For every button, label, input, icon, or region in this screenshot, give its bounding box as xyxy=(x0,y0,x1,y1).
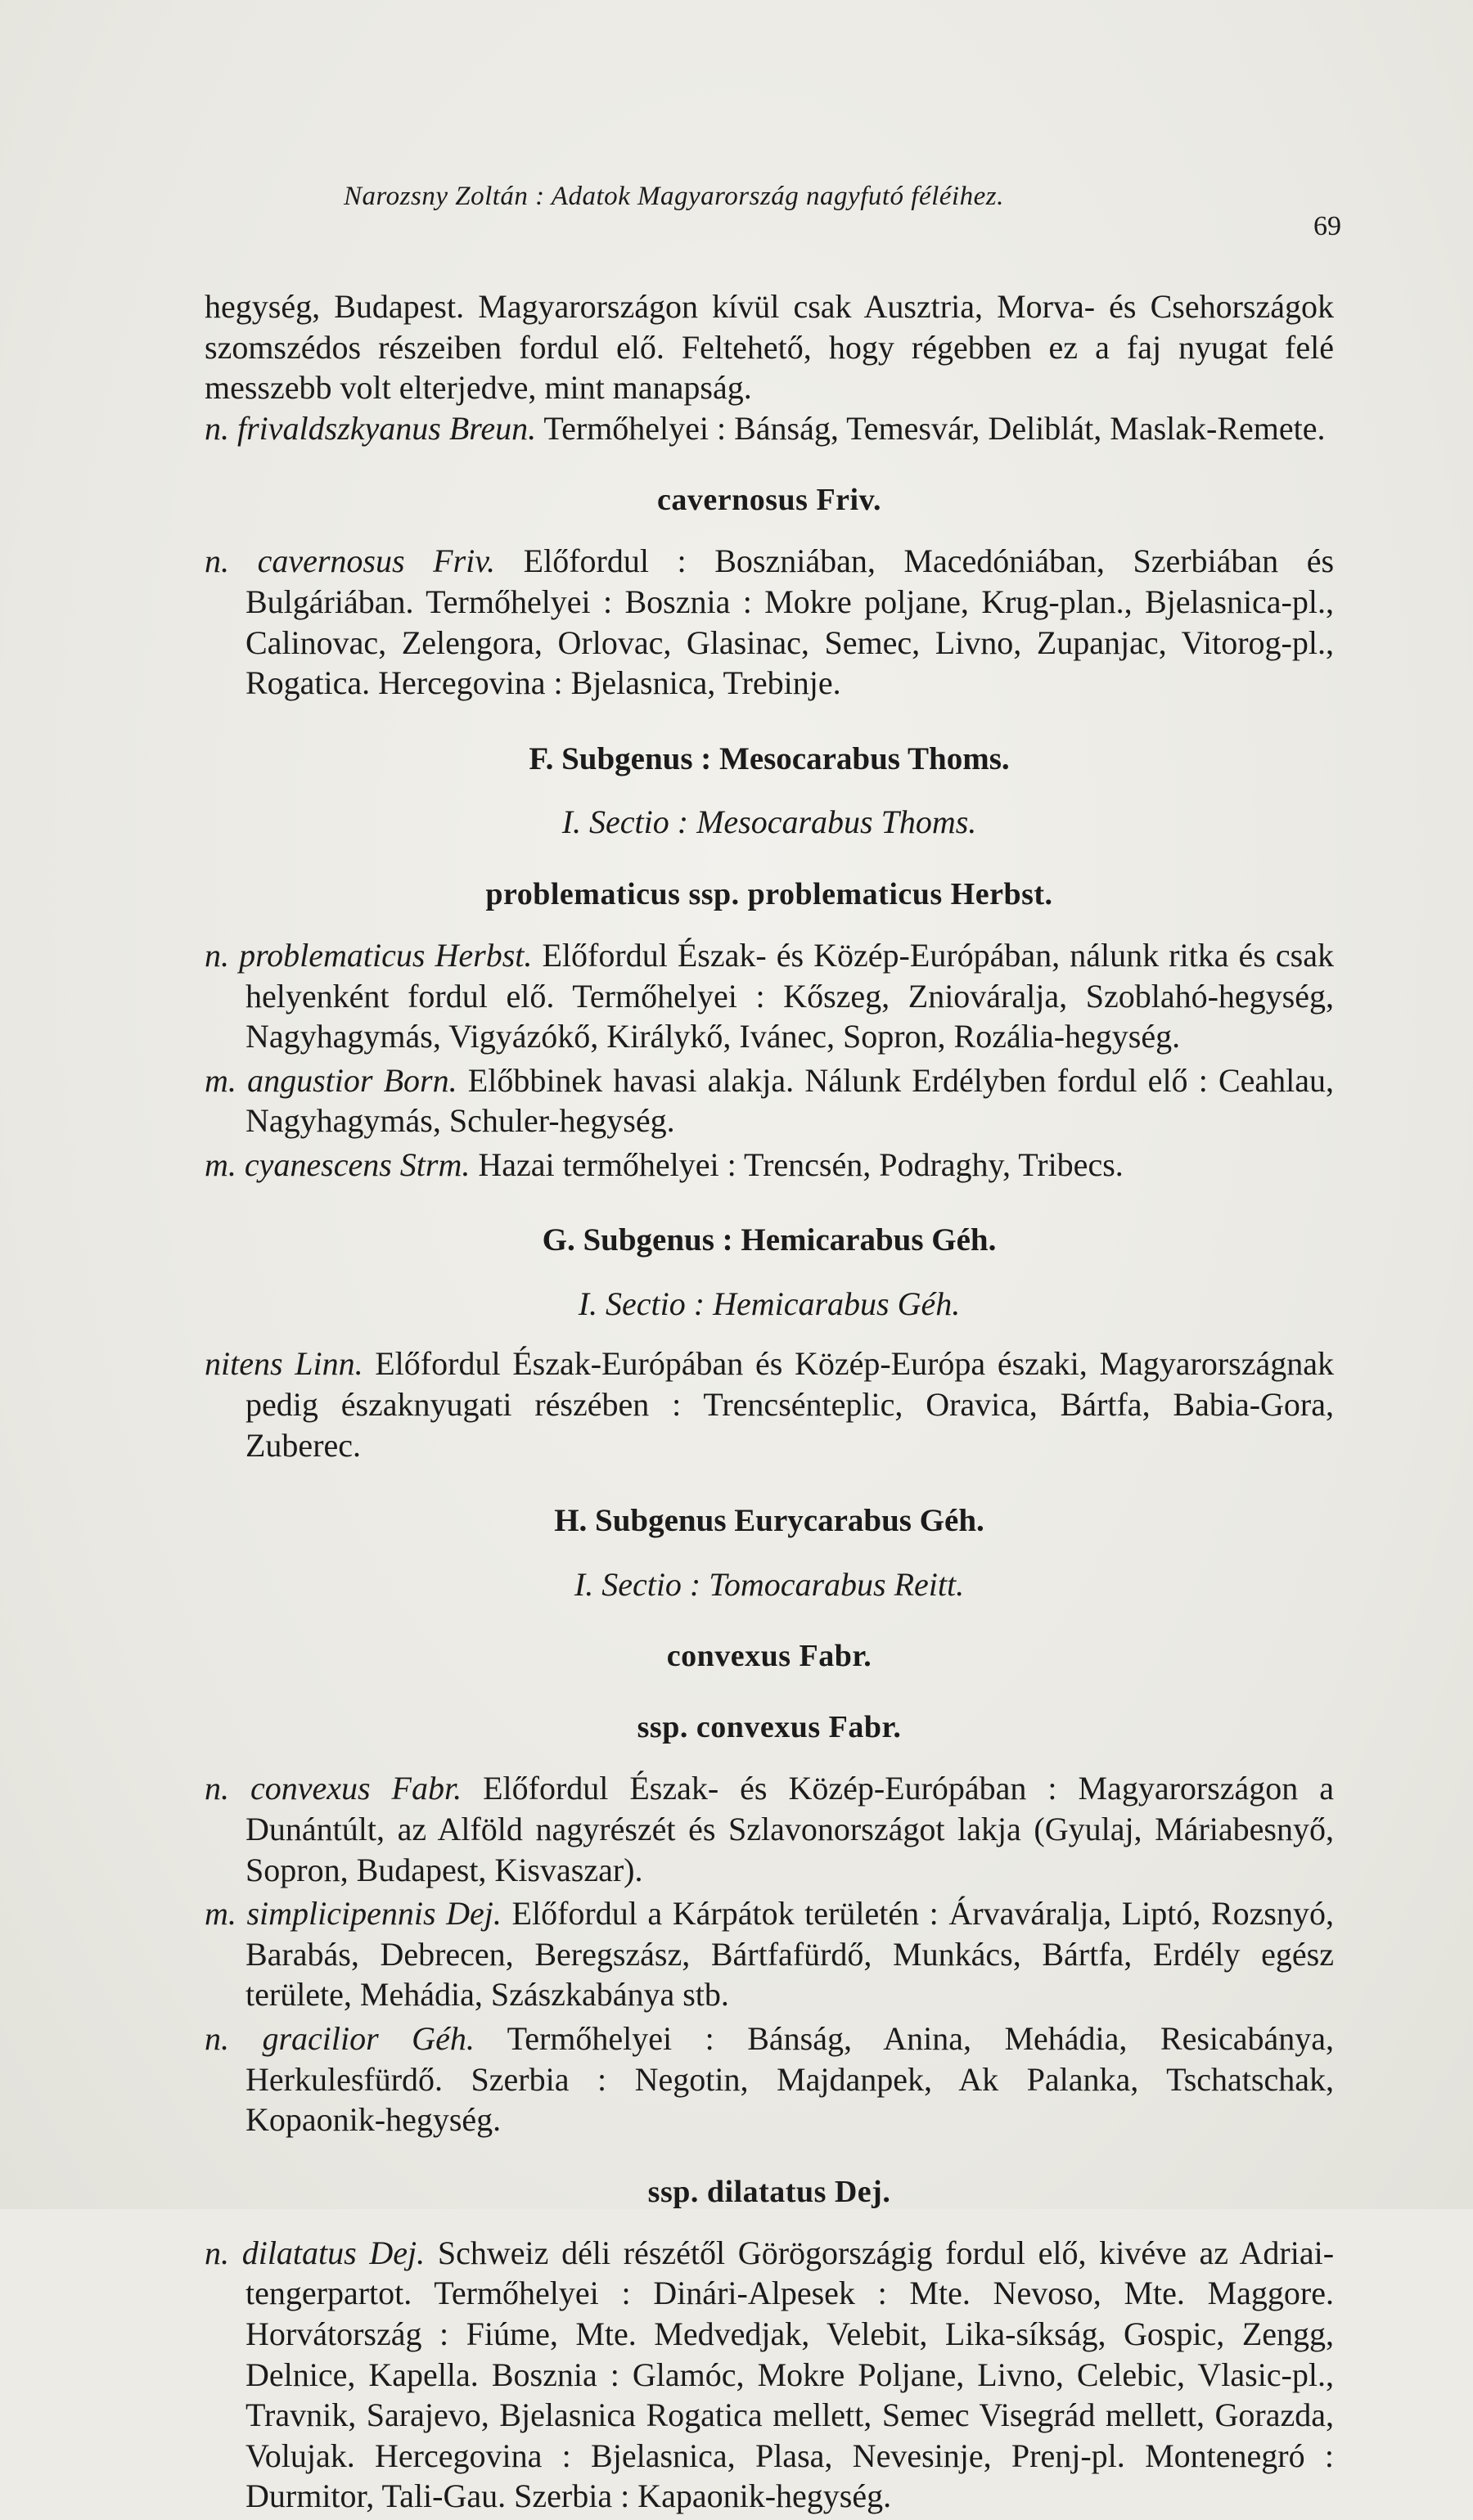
running-header: Narozsny Zoltán : Adatok Magyarország nagyfutó féléihez. xyxy=(344,182,1004,211)
entry-prefix: n. xyxy=(205,409,229,447)
sectio-heading: I. Sectio : Hemicarabus Géh. xyxy=(578,1285,961,1322)
entry-text: Schweiz déli részétől Görögországig fordul elő, kivéve az Adriai-tengerpartot. Termőhelyei : Dinári-Alpesek : Mte. Nevoso, Mte. Maggore. Horvátország : Fiúme, Mte. Medvedjak, Velebit, Lika-síkság, Gospic, Zengg, Delnice, Kapella. Bosznia : Glamóc, Mokre Poljane, Livno, Celebic, Vlasic-pl., Travnik, Sarajevo, Bjelasnica Rogatica mellett, Semec Visegrád mellett, Gorazda, Volujak. Hercegovina : Bjelasnica, Plasa, Nevesinje, Prenj-pl. Montenegró : Durmitor, Tali-Gau. Szerbia : Kapaonik-hegység. xyxy=(246,2234,1335,2515)
subgenus-heading: H. Subgenus Eurycarabus Géh. xyxy=(554,1503,984,1539)
entry-prefix: m. xyxy=(205,1061,236,1099)
species-entry xyxy=(205,1768,1334,1890)
species-heading: problematicus ssp. problematicus Herbst. xyxy=(485,876,1053,911)
species-heading: ssp. dilatatus Dej. xyxy=(647,2174,891,2209)
sectio-heading: I. Sectio : Mesocarabus Thoms. xyxy=(561,803,977,841)
species-name: convexus Fabr. xyxy=(250,1770,462,1807)
entry-text: Előfordul Észak- és Közép-Európában, nálunk ritka és csak helyenként fordul elő. Termőhelyei : Kőszeg, Zniováralja, Szoblahó-hegység, Nagyhagymás, Vigyázókő, Királykő, Ivánec, Sopron, Rozália-hegység. xyxy=(246,936,1334,1055)
species-entry xyxy=(205,1145,1334,1186)
species-entry xyxy=(205,2018,1334,2140)
species-entry xyxy=(205,1060,1334,1141)
species-name: nitens Linn. xyxy=(205,1345,363,1383)
species-name: frivaldszkyanus Breun. xyxy=(237,409,537,447)
species-entry xyxy=(205,1893,1334,2015)
species-entry xyxy=(205,408,1334,449)
entry-prefix: m. xyxy=(205,1895,236,1933)
entry-text: Előbbinek havasi alakja. Nálunk Erdélyben fordul elő : Ceahlau, Nagyhagymás, Schuler-hegység. xyxy=(246,1061,1335,1140)
entry-prefix: n. xyxy=(205,542,229,580)
page-body xyxy=(205,286,1334,2520)
entry-prefix: n. xyxy=(205,2234,229,2271)
entry-text: Előfordul Észak-Európában és Közép-Európa északi, Magyarországnak pedig északnyugati részében : Trencsénteplic, Oravica, Bártfa, Babia-Gora, Zuberec. xyxy=(246,1345,1335,1464)
entry-text: Termőhelyei : Bánság, Anina, Mehádia, Resicabánya, Herkulesfürdő. Szerbia : Negotin, Majdanpek, Ak Palanka, Tschatschak, Kopaonik-hegység. xyxy=(246,2019,1335,2139)
entry-prefix: m. xyxy=(205,1145,236,1183)
entry-text: Hazai termőhelyei : Trencsén, Podraghy, Tribecs. xyxy=(478,1145,1124,1183)
entry-text: Előfordul a Kárpátok területén : Árvaváralja, Liptó, Rozsnyó, Barabás, Debrecen, Beregszász, Bártfafürdő, Munkács, Bártfa, Erdély egész területe, Mehádia, Szászkabánya stb. xyxy=(246,1895,1334,2014)
species-entry xyxy=(205,541,1334,703)
species-name: gracilior Géh. xyxy=(262,2019,475,2057)
species-heading: ssp. convexus Fabr. xyxy=(637,1710,902,1745)
species-name: cavernosus Friv. xyxy=(257,542,496,580)
species-name: cyanescens Strm. xyxy=(244,1145,471,1183)
entry-text: Előfordul Észak- és Közép-Európában : Magyarországon a Dunántúlt, az Alföld nagyrészét és Szlavonországot lakja (Gyulaj, Máriabesnyő, Sopron, Budapest, Kisvaszar). xyxy=(246,1770,1335,1888)
entry-prefix: n. xyxy=(205,936,229,974)
page-number: 69 xyxy=(1313,211,1341,241)
species-name: problematicus Herbst. xyxy=(239,936,533,974)
species-name: simplicipennis Dej. xyxy=(246,1895,502,1933)
species-heading: convexus Fabr. xyxy=(666,1639,872,1674)
entry-text: Előfordul : Boszniában, Macedóniában, Szerbiában és Bulgáriában. Termőhelyei : Bosznia : Mokre poljane, Krug-plan., Bjelasnica-pl., Calinovac, Zelengora, Orlovac, Glasinac, Semec, Livno, Zupanjac, Vitorog-pl., Rogatica. Hercegovina : Bjelasnica, Trebinje. xyxy=(246,542,1335,702)
sectio-heading: I. Sectio : Tomocarabus Reitt. xyxy=(574,1565,965,1603)
entry-prefix: n. xyxy=(205,1770,229,1807)
species-entry xyxy=(205,2233,1334,2517)
entry-prefix: n. xyxy=(205,2019,229,2057)
species-heading: cavernosus Friv. xyxy=(657,483,881,518)
subgenus-heading: F. Subgenus : Mesocarabus Thoms. xyxy=(529,740,1010,776)
paragraph: hegység, Budapest. Magyarországon kívül csak Ausztria, Morva- és Csehországok szomszédos részeiben fordul elő. Feltehető, hogy régebben ez a faj nyugat felé messzebb volt elterjedve, mint manapság. xyxy=(205,288,1334,407)
species-entry xyxy=(205,935,1334,1057)
species-name: dilatatus Dej. xyxy=(241,2234,426,2271)
species-entry xyxy=(205,1343,1334,1465)
species-name: angustior Born. xyxy=(247,1061,457,1099)
subgenus-heading: G. Subgenus : Hemicarabus Géh. xyxy=(542,1222,997,1258)
entry-text: Termőhelyei : Bánság, Temesvár, Deliblát, Maslak-Remete. xyxy=(543,409,1326,447)
